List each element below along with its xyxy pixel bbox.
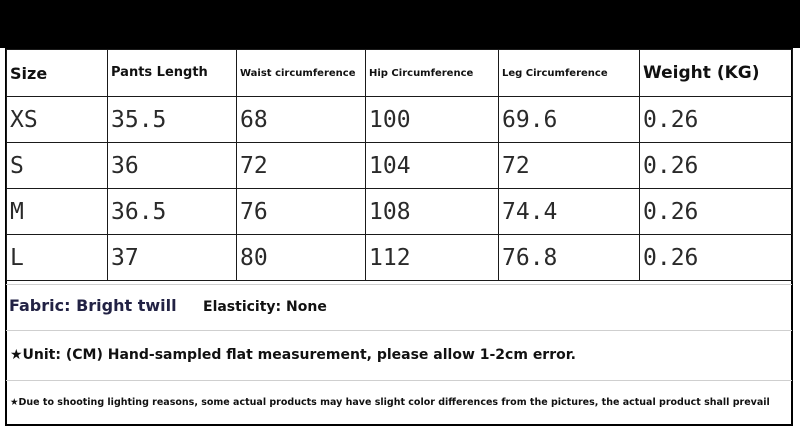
cell-weight: 0.26 <box>640 189 793 235</box>
header-pants-length: Pants Length <box>108 50 237 97</box>
table-header-row <box>7 50 793 97</box>
cell-leg: 69.6 <box>499 97 640 143</box>
cell-size: S <box>7 143 108 189</box>
cell-waist: 68 <box>237 97 366 143</box>
cell-length: 35.5 <box>108 97 237 143</box>
cell-size: L <box>7 235 108 281</box>
header-leg: Leg Circumference <box>499 50 640 97</box>
top-black-bar <box>0 0 800 48</box>
cell-weight: 0.26 <box>640 235 793 281</box>
header-size: Size <box>7 50 108 97</box>
header-waist: Waist circumference <box>237 50 366 97</box>
size-table <box>6 49 793 281</box>
cell-length: 36.5 <box>108 189 237 235</box>
unit-note-text: ★Unit: (CM) Hand-sampled flat measurement, please allow 1-2cm error. <box>10 347 576 363</box>
cell-weight: 0.26 <box>640 97 793 143</box>
cell-waist: 76 <box>237 189 366 235</box>
cell-length: 36 <box>108 143 237 189</box>
table-row <box>7 143 793 189</box>
cell-hip: 108 <box>366 189 499 235</box>
disclaimer-text: ★Due to shooting lighting reasons, some actual products may have slight color differences from the pictures, the actual product shall prevail <box>10 397 770 408</box>
header-weight: Weight (KG) <box>640 50 793 97</box>
cell-hip: 112 <box>366 235 499 281</box>
cell-size: XS <box>7 97 108 143</box>
cell-leg: 76.8 <box>499 235 640 281</box>
table-row <box>7 235 793 281</box>
fabric-row <box>6 284 792 328</box>
unit-note-row <box>6 330 792 380</box>
cell-length: 37 <box>108 235 237 281</box>
cell-leg: 72 <box>499 143 640 189</box>
table-row <box>7 189 793 235</box>
cell-leg: 74.4 <box>499 189 640 235</box>
cell-waist: 72 <box>237 143 366 189</box>
cell-weight: 0.26 <box>640 143 793 189</box>
cell-hip: 100 <box>366 97 499 143</box>
disclaimer-row <box>6 380 792 424</box>
table-row <box>7 97 793 143</box>
header-hip: Hip Circumference <box>366 50 499 97</box>
cell-waist: 80 <box>237 235 366 281</box>
cell-hip: 104 <box>366 143 499 189</box>
elasticity-text: Elasticity: None <box>203 299 327 315</box>
fabric-text: Fabric: Bright twill <box>9 296 177 315</box>
cell-size: M <box>7 189 108 235</box>
